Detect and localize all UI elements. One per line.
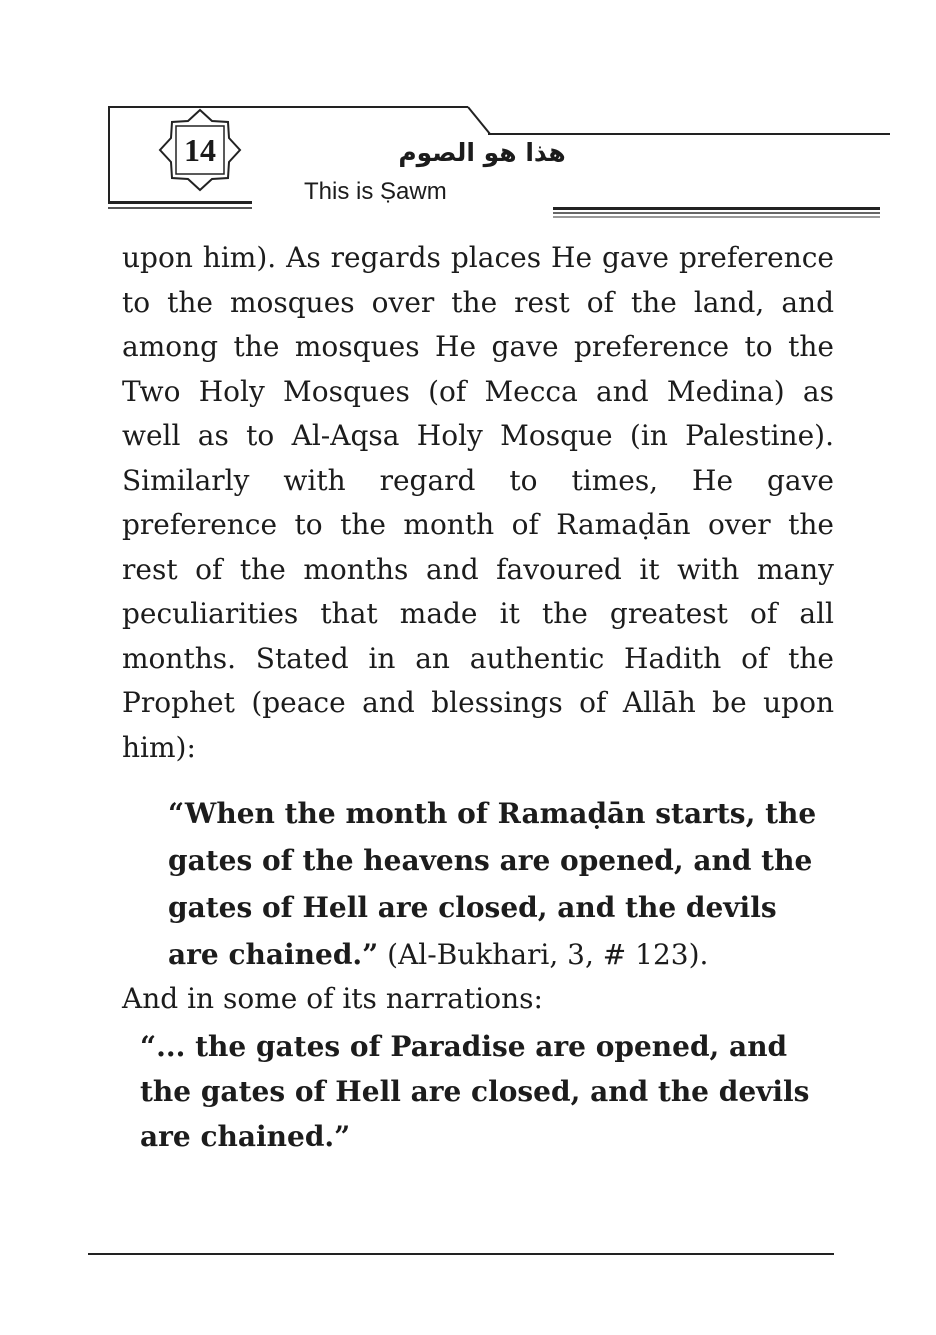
arabic-title: هذا هو الصوم [398, 138, 566, 167]
body-paragraph-2: And in some of its narrations: [122, 982, 543, 1015]
hadith-quote-1 [168, 790, 826, 978]
page-number: 14 [184, 131, 216, 168]
header-bottom-rule-left [108, 201, 252, 204]
hadith-quote-2: “... the gates of Paradise are opened, and the gates of Hell are closed, and the devils are chained.” [140, 1030, 810, 1153]
header-left-vertical-rule [108, 106, 110, 201]
book-subtitle: This is Ṣawm [304, 178, 447, 205]
header-top-rule-right [488, 133, 890, 135]
footer-rule [88, 1253, 834, 1255]
hadith-quote-1-text: “When the month of Ramaḍān starts, the gates of the heavens are opened, and the gates of Hell are closed, and the devils are chained.” [168, 797, 817, 971]
header-bottom-rule-right-2 [553, 212, 880, 214]
header-diagonal-rule [466, 106, 492, 136]
body-paragraph-1: upon him). As regards places He gave preference to the mosques over the rest of the land, and among the mosques He gave preference to the Two Holy Mosques (of Mecca and Medina) as well as to Al-Aqsa Holy Mosque (in Palestine). Similarly with regard to times, He gave preference to the month of Ramaḍān over the rest of the months and favoured it with many peculiarities that made it the greatest of all months. Stated in an authentic Hadith of the Prophet (peace and blessings of Allāh be upon him): [122, 241, 834, 764]
header-bottom-rule-right [553, 207, 880, 210]
header-bottom-rule-left-2 [108, 207, 252, 209]
header-bottom-rule-right-3 [553, 216, 880, 218]
hadith-quote-1-citation: (Al-Bukhari, 3, # 123). [378, 938, 709, 971]
page-number-badge [158, 108, 242, 192]
